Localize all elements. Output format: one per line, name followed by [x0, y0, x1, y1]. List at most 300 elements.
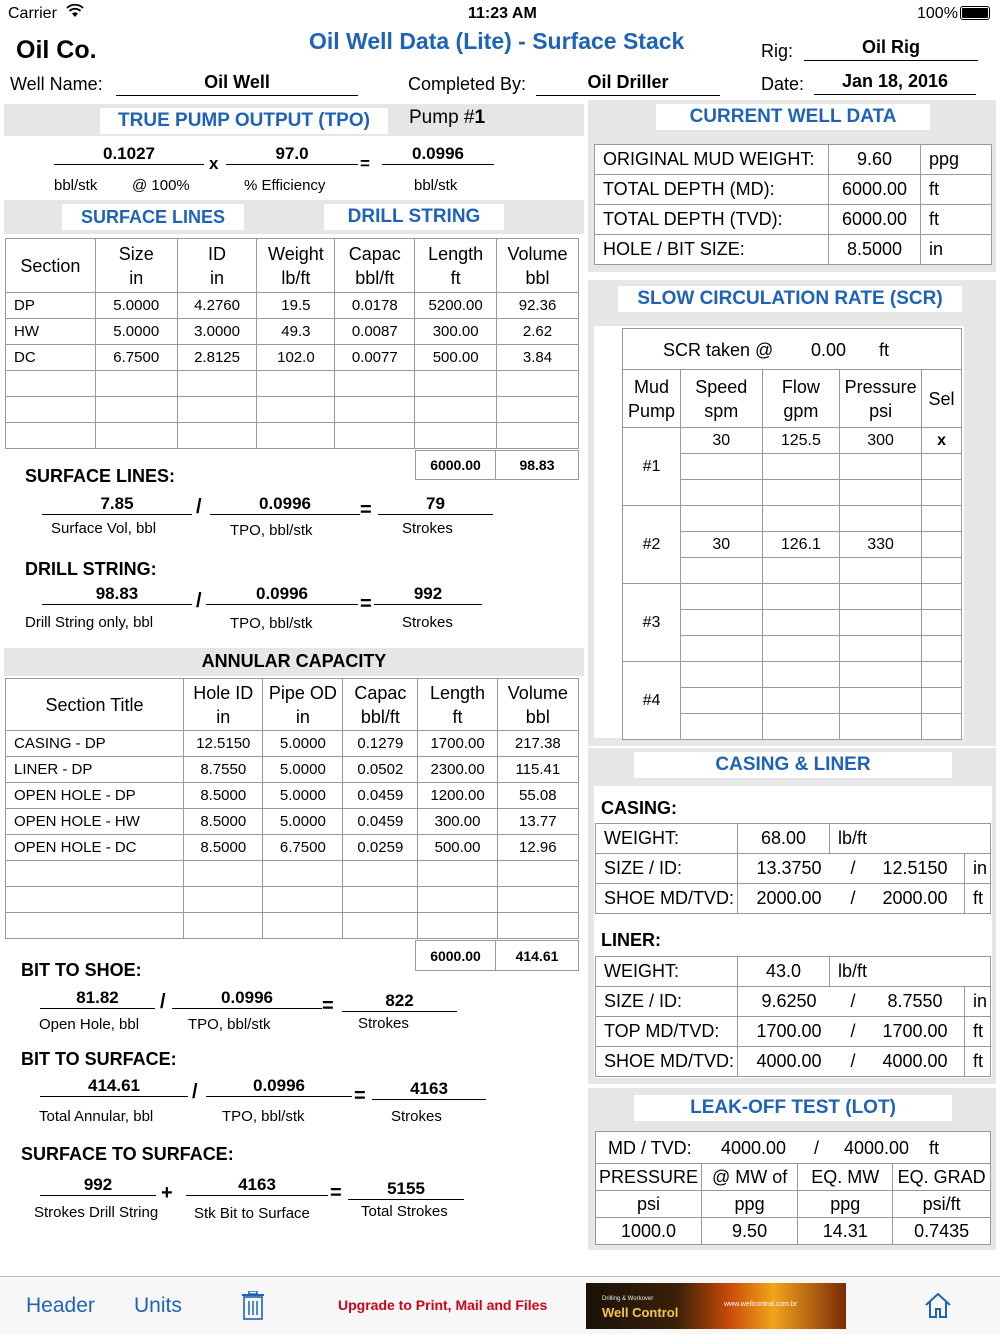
- liner-weight-row: [596, 957, 991, 987]
- scr-select-cell[interactable]: [922, 454, 962, 480]
- drill-col-header: ID in: [177, 239, 257, 293]
- annular-cell[interactable]: 8.7550: [184, 757, 263, 783]
- drill-cell[interactable]: [6, 371, 96, 397]
- drill-cell[interactable]: [177, 371, 257, 397]
- bit-surface-equals: =: [354, 1085, 366, 1107]
- annular-cell[interactable]: 55.08: [497, 783, 578, 809]
- bit-surface-vol-label: Total Annular, bbl: [39, 1108, 154, 1125]
- casing-size-unit: in: [965, 854, 991, 884]
- scr-select-cell[interactable]: [922, 714, 962, 740]
- annular-total-volume: 414.61: [496, 941, 579, 971]
- drill-cell[interactable]: 5.0000: [95, 293, 177, 319]
- casing-weight-row: [596, 824, 991, 854]
- annular-cell[interactable]: [418, 887, 497, 913]
- lot-header-row: [596, 1164, 991, 1191]
- annular-table-header: [6, 679, 579, 731]
- lot-value[interactable]: 9.50: [702, 1218, 798, 1245]
- drill-cell[interactable]: [335, 397, 415, 423]
- annular-cell[interactable]: [497, 887, 578, 913]
- drill-cell[interactable]: 500.00: [415, 345, 497, 371]
- liner-top-tvd[interactable]: 1700.00: [882, 1021, 948, 1041]
- annular-cell[interactable]: LINER - DP: [6, 757, 184, 783]
- scr-cell[interactable]: 30: [680, 428, 762, 454]
- scr-cell[interactable]: [840, 584, 922, 610]
- drill-cell[interactable]: [177, 423, 257, 449]
- table-row[interactable]: [6, 835, 579, 861]
- company-name[interactable]: Oil Co.: [16, 36, 97, 64]
- annular-cell[interactable]: 5.0000: [263, 757, 343, 783]
- annular-cell[interactable]: 0.0459: [343, 783, 418, 809]
- annular-cell[interactable]: [343, 861, 418, 887]
- drill-cell[interactable]: [257, 423, 335, 449]
- annular-cell[interactable]: [418, 861, 497, 887]
- bit-shoe-tpo: 0.0996: [172, 988, 322, 1009]
- annular-cell[interactable]: 0.0459: [343, 809, 418, 835]
- surface-tpo-label: TPO, bbl/stk: [230, 522, 313, 539]
- annular-cell[interactable]: 8.5000: [184, 809, 263, 835]
- table-row[interactable]: [6, 319, 579, 345]
- scr-cell[interactable]: [762, 610, 840, 636]
- liner-shoe-cell: [738, 1047, 965, 1077]
- liner-shoe-tvd[interactable]: 4000.00: [882, 1051, 948, 1071]
- bit-surface-strokes: 4163: [372, 1079, 486, 1100]
- scr-cell[interactable]: 330: [840, 532, 922, 558]
- bit-shoe-vol: 81.82: [40, 988, 155, 1009]
- scr-cell[interactable]: 300: [840, 428, 922, 454]
- sts-drill-strokes: 992: [40, 1175, 156, 1196]
- scr-cell[interactable]: 126.1: [762, 532, 840, 558]
- annular-cell[interactable]: CASING - DP: [6, 731, 184, 757]
- home-icon[interactable]: [923, 1290, 953, 1325]
- scr-cell[interactable]: [680, 480, 762, 506]
- annular-cell[interactable]: 115.41: [497, 757, 578, 783]
- battery-percent: 100%: [917, 5, 958, 22]
- casing-shoe-row: [596, 884, 991, 914]
- scr-taken-unit: ft: [879, 340, 890, 360]
- casing-shoe-cell: [738, 884, 965, 914]
- bit-to-surface-title: BIT TO SURFACE:: [21, 1049, 177, 1069]
- drill-cell[interactable]: [257, 397, 335, 423]
- drill-cell[interactable]: 92.36: [497, 293, 579, 319]
- rig-label: Rig:: [761, 41, 794, 61]
- casing-shoe-md[interactable]: 2000.00: [756, 888, 822, 908]
- liner-shoe-md[interactable]: 4000.00: [756, 1051, 822, 1071]
- annular-cell[interactable]: 2300.00: [418, 757, 497, 783]
- lot-md-row: [595, 1131, 991, 1164]
- lot-col-header: EQ. GRAD: [893, 1164, 991, 1191]
- annular-cell[interactable]: [263, 887, 343, 913]
- liner-title: LINER:: [601, 930, 661, 950]
- drill-total-volume: 98.83: [496, 451, 579, 480]
- annular-cell[interactable]: 300.00: [418, 809, 497, 835]
- scr-pump-name: #2: [623, 506, 681, 584]
- sts-total-label: Total Strokes: [361, 1203, 448, 1220]
- casing-weight[interactable]: 68.00: [738, 824, 830, 854]
- drill-cell[interactable]: HW: [6, 319, 96, 345]
- liner-id[interactable]: 8.7550: [887, 991, 943, 1011]
- scr-cell[interactable]: [840, 454, 922, 480]
- lot-unit: ft: [929, 1138, 940, 1158]
- annular-cell[interactable]: [184, 913, 263, 939]
- annular-cell[interactable]: 1200.00: [418, 783, 497, 809]
- lot-md-label: MD / TVD:: [608, 1138, 692, 1158]
- liner-top-md[interactable]: 1700.00: [756, 1021, 822, 1041]
- bit-surface-tpo: 0.0996: [206, 1076, 352, 1097]
- liner-top-label: TOP MD/TVD:: [596, 1017, 738, 1047]
- casing-table: [595, 823, 991, 914]
- annular-cell[interactable]: 12.5150: [184, 731, 263, 757]
- annular-cell[interactable]: 8.5000: [184, 835, 263, 861]
- annular-totals: [415, 940, 579, 971]
- drill-cell[interactable]: [6, 397, 96, 423]
- scr-select-cell[interactable]: [922, 480, 962, 506]
- lot-col-unit: ppg: [798, 1191, 893, 1218]
- table-row[interactable]: [6, 913, 579, 939]
- lot-value[interactable]: 0.7435: [893, 1218, 991, 1245]
- table-row[interactable]: [6, 887, 579, 913]
- annular-cell[interactable]: 5.0000: [263, 809, 343, 835]
- annular-col-header: Length ft: [418, 679, 497, 731]
- annular-cell[interactable]: 0.0502: [343, 757, 418, 783]
- tpo-result-label: bbl/stk: [414, 177, 458, 194]
- drill-col-header: Capac bbl/ft: [335, 239, 415, 293]
- scr-select-cell[interactable]: [922, 506, 962, 532]
- drill-cell[interactable]: [257, 371, 335, 397]
- page-title: Oil Well Data (Lite) - Surface Stack: [309, 28, 685, 54]
- scr-select-cell[interactable]: [922, 662, 962, 688]
- table-row[interactable]: [6, 397, 579, 423]
- scr-cell[interactable]: [840, 480, 922, 506]
- scr-cell[interactable]: [680, 662, 762, 688]
- surface-tpo-value: 0.0996: [210, 494, 360, 515]
- table-row: [595, 145, 992, 175]
- lot-col-header: @ MW of: [702, 1164, 798, 1191]
- scr-cell[interactable]: [840, 506, 922, 532]
- scr-table: [622, 369, 962, 740]
- scr-cell[interactable]: [762, 558, 840, 584]
- annular-cell[interactable]: OPEN HOLE - HW: [6, 809, 184, 835]
- table-row[interactable]: [623, 506, 962, 532]
- drill-cell[interactable]: 5200.00: [415, 293, 497, 319]
- table-row[interactable]: [6, 731, 579, 757]
- scr-pump-name: #4: [623, 662, 681, 740]
- tpo-bbl-value[interactable]: 0.1027: [54, 144, 204, 165]
- liner-size-row: [596, 987, 991, 1017]
- table-row[interactable]: [6, 345, 579, 371]
- tpo-equals: =: [360, 154, 370, 173]
- liner-top-unit: ft: [965, 1017, 991, 1047]
- liner-shoe-unit: ft: [965, 1047, 991, 1077]
- well-control-ad[interactable]: [586, 1283, 846, 1329]
- scr-select-cell[interactable]: [922, 558, 962, 584]
- liner-top-row: [596, 1017, 991, 1047]
- annular-cell[interactable]: OPEN HOLE - DP: [6, 783, 184, 809]
- annular-col-header: Capac bbl/ft: [343, 679, 418, 731]
- well-data-value[interactable]: 6000.00: [829, 205, 921, 235]
- drill-cell[interactable]: [415, 371, 497, 397]
- annular-cell[interactable]: [263, 861, 343, 887]
- sts-plus: +: [161, 1182, 173, 1204]
- annular-col-header: Section Title: [6, 679, 184, 731]
- lot-value-row[interactable]: [596, 1218, 991, 1245]
- scr-cell[interactable]: [680, 610, 762, 636]
- annular-cell[interactable]: [263, 913, 343, 939]
- scr-cell[interactable]: [840, 662, 922, 688]
- scr-col-header: Pressure psi: [840, 370, 922, 428]
- scr-cell[interactable]: [762, 454, 840, 480]
- drill-cell[interactable]: [497, 423, 579, 449]
- completed-by-field[interactable]: Oil Driller: [536, 72, 720, 96]
- tpo-multiply: x: [209, 154, 219, 173]
- bit-shoe-strokes-label: Strokes: [358, 1015, 409, 1032]
- drill-cell[interactable]: [6, 423, 96, 449]
- bit-shoe-strokes: 822: [342, 991, 457, 1012]
- well-data-value[interactable]: 8.5000: [829, 235, 921, 265]
- table-row[interactable]: [6, 783, 579, 809]
- liner-weight[interactable]: 43.0: [738, 957, 830, 987]
- drill-cell[interactable]: [335, 371, 415, 397]
- drill-cell[interactable]: [497, 397, 579, 423]
- sts-bit-label: Stk Bit to Surface: [194, 1205, 310, 1222]
- drill-cell[interactable]: DP: [6, 293, 96, 319]
- table-row[interactable]: [623, 662, 962, 688]
- scr-select-cell[interactable]: [922, 688, 962, 714]
- table-row[interactable]: [6, 423, 579, 449]
- annular-cell[interactable]: [343, 887, 418, 913]
- rig-field[interactable]: Oil Rig: [804, 37, 978, 61]
- surface-vol-label: Surface Vol, bbl: [51, 520, 157, 537]
- scr-cell[interactable]: [680, 714, 762, 740]
- drill-cell[interactable]: 2.62: [497, 319, 579, 345]
- surface-vol-value[interactable]: 7.85: [42, 494, 192, 515]
- drill-cell[interactable]: [95, 423, 177, 449]
- drill-cell[interactable]: 49.3: [257, 319, 335, 345]
- annular-cell[interactable]: [184, 861, 263, 887]
- drill-cell[interactable]: [497, 371, 579, 397]
- table-row[interactable]: [6, 371, 579, 397]
- well-data-unit: ft: [921, 175, 992, 205]
- status-bar: [0, 0, 1000, 28]
- scr-select-cell[interactable]: [922, 636, 962, 662]
- annular-cell[interactable]: [497, 913, 578, 939]
- table-row: [595, 205, 992, 235]
- tab-surface-lines[interactable]: SURFACE LINES: [62, 204, 244, 230]
- well-data-label: ORIGINAL MUD WEIGHT:: [595, 145, 829, 175]
- bit-surface-vol: 414.61: [40, 1076, 188, 1097]
- drill-tpo-value: 0.0996: [206, 584, 358, 605]
- annular-cell[interactable]: 217.38: [497, 731, 578, 757]
- scr-cell[interactable]: 30: [680, 532, 762, 558]
- lot-value[interactable]: 1000.0: [596, 1218, 702, 1245]
- liner-size-cell: [738, 987, 965, 1017]
- scr-cell[interactable]: [762, 714, 840, 740]
- well-name-field[interactable]: Oil Well: [116, 72, 358, 96]
- header-button[interactable]: Header: [26, 1294, 95, 1317]
- scr-cell[interactable]: [680, 636, 762, 662]
- annular-cell[interactable]: [418, 913, 497, 939]
- pump-number: 1: [474, 107, 486, 128]
- drill-cell[interactable]: 2.8125: [177, 345, 257, 371]
- scr-cell[interactable]: [840, 688, 922, 714]
- drill-cell[interactable]: 4.2760: [177, 293, 257, 319]
- drill-cell[interactable]: 300.00: [415, 319, 497, 345]
- scr-col-header: Sel: [922, 370, 962, 428]
- drill-cell[interactable]: 102.0: [257, 345, 335, 371]
- drill-cell[interactable]: 3.84: [497, 345, 579, 371]
- surface-strokes: 79: [378, 494, 493, 515]
- well-data-label: TOTAL DEPTH (MD):: [595, 175, 829, 205]
- scr-cell[interactable]: [762, 636, 840, 662]
- casing-weight-unit: lb/ft: [830, 824, 991, 854]
- wifi-icon: [66, 4, 84, 23]
- lot-col-unit: psi/ft: [893, 1191, 991, 1218]
- bit-shoe-tpo-label: TPO, bbl/stk: [188, 1016, 271, 1033]
- table-row[interactable]: [6, 809, 579, 835]
- drill-cell[interactable]: 19.5: [257, 293, 335, 319]
- scr-cell[interactable]: 125.5: [762, 428, 840, 454]
- drill-cell[interactable]: 6.7500: [95, 345, 177, 371]
- annular-cell[interactable]: OPEN HOLE - DC: [6, 835, 184, 861]
- tpo-title: TRUE PUMP OUTPUT (TPO): [100, 108, 388, 134]
- scr-taken-label: SCR taken @: [663, 340, 774, 360]
- casing-id[interactable]: 12.5150: [882, 858, 948, 878]
- scr-taken-value[interactable]: 0.00: [811, 340, 847, 360]
- annular-cell[interactable]: [6, 913, 184, 939]
- drill-cell[interactable]: 0.0077: [335, 345, 415, 371]
- well-data-value[interactable]: 9.60: [829, 145, 921, 175]
- scr-select-cell[interactable]: [922, 610, 962, 636]
- battery-icon: [960, 6, 990, 20]
- scr-cell[interactable]: [680, 454, 762, 480]
- scr-cell[interactable]: [680, 558, 762, 584]
- ad-url: www.wellcontrol.com.br: [724, 1301, 798, 1308]
- liner-shoe-sep: /: [850, 1051, 856, 1071]
- annular-cell[interactable]: 500.00: [418, 835, 497, 861]
- well-data-value[interactable]: 6000.00: [829, 175, 921, 205]
- table-row[interactable]: [6, 293, 579, 319]
- scr-cell[interactable]: [840, 558, 922, 584]
- drill-cell[interactable]: [415, 423, 497, 449]
- pump-label-text: Pump #: [409, 107, 475, 128]
- scr-cell[interactable]: [762, 662, 840, 688]
- drill-cell[interactable]: [335, 423, 415, 449]
- tab-drill-string[interactable]: DRILL STRING: [324, 204, 504, 230]
- scr-taken: [622, 328, 962, 370]
- scr-select-cell[interactable]: [922, 532, 962, 558]
- annular-cell[interactable]: 0.1279: [343, 731, 418, 757]
- drill-vol-label: Drill String only, bbl: [25, 614, 154, 631]
- date-label: Date:: [761, 74, 805, 94]
- scr-cell[interactable]: [840, 610, 922, 636]
- annular-cell[interactable]: 12.96: [497, 835, 578, 861]
- drill-cell[interactable]: DC: [6, 345, 96, 371]
- drill-cell[interactable]: 5.0000: [95, 319, 177, 345]
- scr-cell[interactable]: [680, 584, 762, 610]
- liner-shoe-label: SHOE MD/TVD:: [596, 1047, 738, 1077]
- units-button[interactable]: Units: [134, 1294, 182, 1317]
- drill-cell[interactable]: [415, 397, 497, 423]
- drill-cell[interactable]: 0.0087: [335, 319, 415, 345]
- well-data-label: HOLE / BIT SIZE:: [595, 235, 829, 265]
- bit-shoe-vol-label: Open Hole, bbl: [39, 1016, 140, 1033]
- scr-cell[interactable]: [680, 688, 762, 714]
- annular-col-header: Hole ID in: [184, 679, 263, 731]
- annular-cell[interactable]: 13.77: [497, 809, 578, 835]
- tpo-unit-label: bbl/stk: [54, 177, 98, 194]
- annular-cell[interactable]: [343, 913, 418, 939]
- annular-cell[interactable]: 1700.00: [418, 731, 497, 757]
- annular-cell[interactable]: [184, 887, 263, 913]
- scr-cell[interactable]: [840, 714, 922, 740]
- scr-cell[interactable]: [680, 506, 762, 532]
- scr-cell[interactable]: [762, 480, 840, 506]
- casing-size-row: [596, 854, 991, 884]
- annular-cell[interactable]: [6, 887, 184, 913]
- annular-cell[interactable]: 8.5000: [184, 783, 263, 809]
- casing-size[interactable]: 13.3750: [756, 858, 822, 878]
- scr-col-header: Mud Pump: [623, 370, 681, 428]
- scr-select-cell[interactable]: [922, 584, 962, 610]
- drill-cell[interactable]: [177, 397, 257, 423]
- drill-cell[interactable]: 3.0000: [177, 319, 257, 345]
- lot-tvd[interactable]: 4000.00: [844, 1138, 910, 1158]
- scr-cell[interactable]: [762, 688, 840, 714]
- drill-table-header: [6, 239, 579, 293]
- table-row[interactable]: [623, 428, 962, 454]
- tpo-result: 0.0996: [382, 144, 494, 165]
- table-row[interactable]: [623, 584, 962, 610]
- bit-surface-tpo-label: TPO, bbl/stk: [222, 1108, 305, 1125]
- upgrade-link[interactable]: Upgrade to Print, Mail and Files: [338, 1297, 548, 1313]
- scr-cell[interactable]: [762, 584, 840, 610]
- annular-cell[interactable]: [6, 861, 184, 887]
- drill-divide: /: [196, 590, 202, 612]
- drill-col-header: Size in: [95, 239, 177, 293]
- table-row[interactable]: [6, 861, 579, 887]
- current-well-title: CURRENT WELL DATA: [656, 104, 930, 130]
- annular-cell[interactable]: 5.0000: [263, 783, 343, 809]
- annular-table: [5, 678, 579, 939]
- annular-cell[interactable]: [497, 861, 578, 887]
- liner-top-sep: /: [850, 1021, 856, 1041]
- annular-cell[interactable]: 0.0259: [343, 835, 418, 861]
- tpo-efficiency-value[interactable]: 97.0: [226, 144, 358, 165]
- completed-by-label: Completed By:: [408, 74, 527, 94]
- trash-icon[interactable]: [240, 1291, 266, 1326]
- drill-cell[interactable]: [95, 397, 177, 423]
- drill-col-header: Volume bbl: [497, 239, 579, 293]
- tpo-efficiency-label: % Efficiency: [244, 177, 326, 194]
- casing-shoe-unit: ft: [965, 884, 991, 914]
- annular-cell[interactable]: 5.0000: [263, 731, 343, 757]
- scr-cell[interactable]: [762, 506, 840, 532]
- scr-cell[interactable]: [840, 636, 922, 662]
- annular-cell[interactable]: 6.7500: [263, 835, 343, 861]
- scr-select-cell[interactable]: x: [922, 428, 962, 454]
- annular-col-header: Volume bbl: [497, 679, 578, 731]
- lot-value[interactable]: 14.31: [798, 1218, 893, 1245]
- casing-shoe-tvd[interactable]: 2000.00: [882, 888, 948, 908]
- table-row[interactable]: [6, 757, 579, 783]
- drill-cell[interactable]: [95, 371, 177, 397]
- liner-size-sep: /: [850, 991, 856, 1011]
- clock: 11:23 AM: [468, 5, 537, 22]
- pump-label[interactable]: [409, 107, 485, 129]
- drill-cell[interactable]: 0.0178: [335, 293, 415, 319]
- liner-size[interactable]: 9.6250: [761, 991, 817, 1011]
- lot-md[interactable]: 4000.00: [721, 1138, 787, 1158]
- date-field[interactable]: Jan 18, 2016: [814, 71, 976, 95]
